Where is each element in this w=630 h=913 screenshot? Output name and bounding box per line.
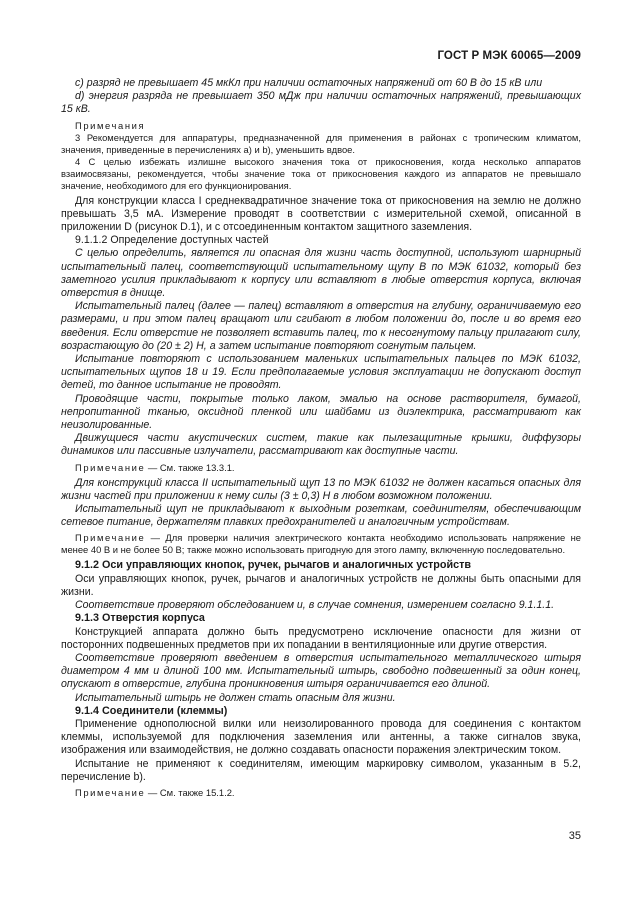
list-item-d: d) энергия разряда не превышает 350 мДж при наличии остаточных напряжений, превышающих 15 кВ.	[61, 90, 581, 116]
paragraph-terminals-exclusion: Испытание не применяют к соединителям, имеющим маркировку символом, указанным в 5.2, перечисление b).	[61, 757, 581, 783]
note-label: Примечание	[75, 786, 146, 798]
subsection-title-9-1-1-2: 9.1.1.2 Определение доступных частей	[75, 234, 269, 247]
note-text: — Для проверки наличия электрического контакта необходимо использовать напряжение не менее 40 В и не более 50 В; также можно использовать пригодную для этого лампу, включенную последовательно.	[61, 532, 581, 556]
page-body	[61, 77, 581, 799]
paragraph-small-fingers: Испытание повторяют с использованием маленьких испытательных пальцев по МЭК 61032, испытательных щупов 18 и 19. Если предполагаемые условия эксплуатации не допускают доступ детей, то данное испытание не проводят.	[61, 353, 581, 392]
paragraph-class-1-current: Для конструкции класса I среднеквадратичное значение тока от прикосновения на землю не должно превышать 3,5 мА. Измерение проводят в соответствии с измерительной схемой, описанной в приложении D (рисунок D.1), и с отсоединенным контактом защитного заземления.	[61, 194, 581, 234]
note-text: — См. также 13.3.1.	[145, 461, 235, 473]
paragraph-test-finger: С целью определить, является ли опасная для жизни часть доступной, используют шарнирный испытательный палец, соответствующий испытательному щупу B по МЭК 61032, который без заметного усилия прикладывают к корпусу или вставляют в любые отверстия корпуса, включая отверстия в днище.	[61, 247, 581, 300]
paragraph-pin-safe: Испытательный штырь не должен стать опасным для жизни.	[75, 691, 396, 704]
paragraph-moving-parts: Движущиеся части акустических систем, такие как пылезащитные крышки, диффузоры динамиков или пассивные излучатели, рассматривают как доступные части.	[61, 432, 581, 458]
document-id-header: ГОСТ Р МЭК 60065—2009	[437, 50, 581, 62]
paragraph-enclosure-openings: Конструкцией аппарата должно быть предусмотрено исключение опасности для жизни от посторонних подвешенных предметов при их попадании в вентиляционные или другие отверстия.	[61, 625, 581, 651]
paragraph-class-2-probe: Для конструкций класса II испытательный щуп 13 по МЭК 61032 не должен касаться опасных для жизни частей при приложении к нему силы (3 ± 0,3) Н в любом возможном положении.	[61, 476, 581, 502]
paragraph-control-shafts: Оси управляющих кнопок, ручек, рычагов и аналогичных устройств не должны быть опасными для жизни.	[61, 572, 581, 598]
page-number: 35	[568, 830, 581, 842]
section-heading-9-1-3: 9.1.3 Отверстия корпуса	[75, 612, 205, 625]
paragraph-probe-exclusions: Испытательный щуп не прикладывают к выходным розеткам, соединителям, обеспечивающим сетевое питание, держателям плавких предохранителей и аналогичным устройствам.	[61, 503, 581, 529]
note-13-3-1	[61, 462, 581, 474]
note-label: Примечание	[75, 461, 146, 473]
paragraph-test-pin: Соответствие проверяют введением в отверстия испытательного металлического штыря диаметром 4 мм и длиной 100 мм. Испытательный штырь, свободно подвешенный за один конец, опускают в отверстие, глубина проникновения штыря ограничивается его длиной.	[61, 651, 581, 691]
paragraph-compliance-inspection: Соответствие проверяют обследованием и, в случае сомнения, измерением согласно 9.1.1.1.	[75, 599, 555, 612]
note-item-4: 4 С целью избежать излишне высокого значения тока от прикосновения, когда несколько аппаратов взаимосвязаны, рекомендуется, чтобы значение тока от прикосновения каждого из аппаратов не превышало значение, необходимого для его функционирования.	[61, 155, 581, 191]
note-item-3: 3 Рекомендуется для аппаратуры, предназначенной для применения в районах с тропическим климатом, значения, приведенные в перечислениях a) и b), уменьшить вдвое.	[61, 131, 581, 155]
section-heading-9-1-2: 9.1.2 Оси управляющих кнопок, ручек, рычагов и аналогичных устройств	[75, 559, 472, 572]
list-item-c: c) разряд не превышает 45 мкКл при наличии остаточных напряжений от 60 В до 15 кВ или	[75, 77, 543, 89]
paragraph-finger-insertion: Испытательный палец (далее — палец) вставляют в отверстия на глубину, ограничиваемую его размерами, и при этом палец вращают или сгибают в любом положении до, после и во время его введения. Если отверстие не позволяет вставить палец, то к несогнутому пальцу прилагают силу, возрастающую до (20 ± 2) Н, а затем испытание повторяют согнутым пальцем.	[61, 300, 581, 352]
note-label: Примечание	[75, 532, 146, 544]
section-heading-9-1-4: 9.1.4 Соединители (клеммы)	[75, 704, 228, 717]
note-text: — См. также 15.1.2.	[145, 786, 235, 798]
paragraph-conductive-parts: Проводящие части, покрытые только лаком, эмалью на основе растворителя, бумагой, непропитанной тканью, оксидной пленкой или шайбами из диэлектрика, рассматривают как неизолированные.	[61, 392, 581, 432]
note-15-1-2	[61, 787, 581, 799]
note-label: Примечания	[75, 119, 146, 131]
note-contact-voltage	[61, 532, 581, 556]
paragraph-terminals: Применение однополюсной вилки или неизолированного провода для соединения с контактом клеммы, используемой для подключения заземления или антенны, а также сигналов звука, изображения или взаимодействия, не должно создавать опасности поражения электрическим током.	[61, 717, 581, 757]
